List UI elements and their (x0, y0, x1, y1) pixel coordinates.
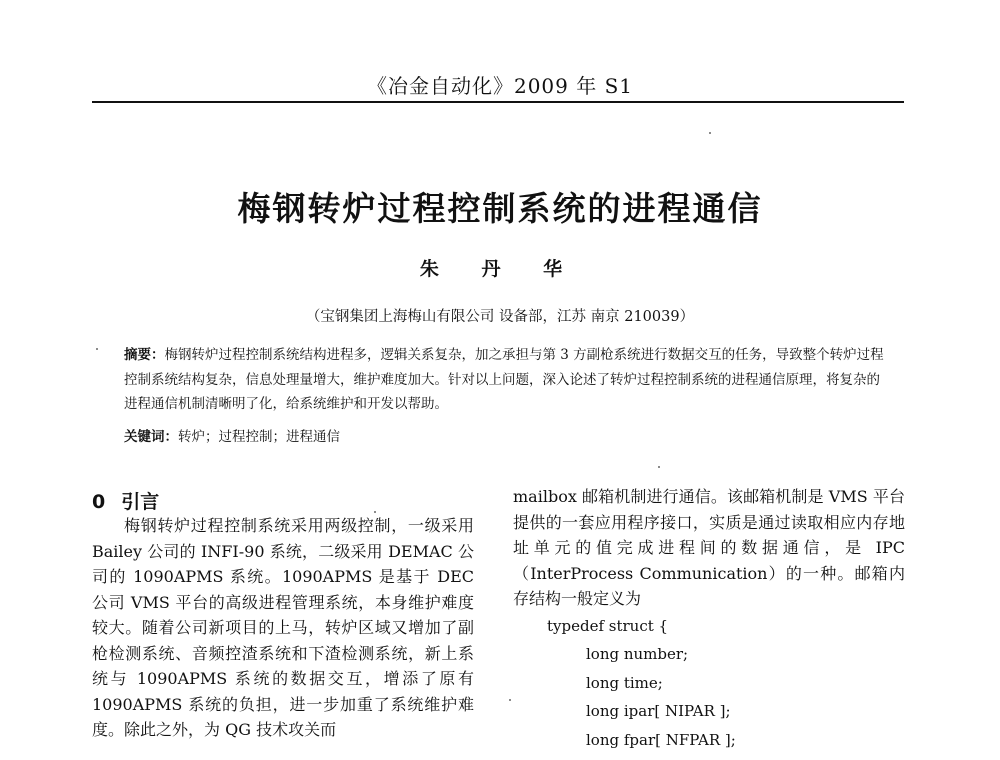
keywords-text: 转炉；过程控制；进程通信 (178, 429, 340, 445)
code-block (513, 612, 905, 755)
right-column (513, 484, 905, 754)
scan-speck (96, 348, 98, 350)
section-heading (92, 487, 159, 514)
article-author: 朱 丹 华 (419, 258, 581, 280)
author-affiliation: （宝钢集团上海梅山有限公司 设备部，江苏 南京 210039） (305, 309, 695, 325)
scan-speck (374, 511, 376, 513)
keywords (124, 425, 884, 449)
code-line: long time; (586, 673, 663, 692)
journal-header: 《冶金自动化》2009 年 S1 (366, 74, 634, 98)
keywords-label: 关键词： (124, 429, 178, 445)
code-line: typedef struct { (547, 616, 669, 635)
abstract (124, 343, 884, 417)
abstract-label: 摘要： (124, 347, 165, 363)
intro-paragraph: 梅钢转炉过程控制系统采用两级控制，一级采用 Bailey 公司的 INFI-90 系统，二级采用 DEMAC 公司的 1090APMS 系统。1090APMS 是基于 DEC 公司 VMS 平台的高级进程管理系统，本身维护难度较大。随着公司新项目的上马，转炉区域又增加了副枪检测系统、音频控渣系统和下渣检测系统，新上系统与 1090APMS 系统的数据交互，增添了原有 1090APMS 系统的负担，进一步加重了系统维护难度。除此之外，为 QG 技术攻关而 (92, 516, 474, 739)
section-title: 引言 (121, 491, 160, 513)
scan-speck (509, 699, 511, 701)
abstract-text: 梅钢转炉过程控制系统结构进程多，逻辑关系复杂，加之承担与第 3 方副枪系统进行数据交互的任务，导致整个转炉过程控制系统结构复杂，信息处理量增大，维护难度加大。针对以上问题，深入论述了转炉过程控制系统的进程通信原理，将复杂的进程通信机制清晰明了化，给系统维护和开发以帮助。 (124, 347, 884, 412)
code-line: long fpar[ NFPAR ]; (586, 730, 736, 749)
code-line: long ipar[ NIPAR ]; (586, 702, 731, 720)
left-column (92, 513, 474, 743)
code-line: long number; (586, 645, 689, 663)
header-rule (92, 101, 904, 103)
scan-speck (709, 132, 711, 134)
section-number: 0 (92, 491, 106, 513)
article-title: 梅钢转炉过程控制系统的进程通信 (237, 189, 763, 228)
scan-speck (658, 466, 660, 468)
mailbox-paragraph: mailbox 邮箱机制进行通信。该邮箱机制是 VMS 平台提供的一套应用程序接口，实质是通过读取相应内存地址单元的值完成进程间的数据通信，是 IPC（InterProcess Communication）的一种。邮箱内存结构一般定义为 (513, 487, 905, 608)
